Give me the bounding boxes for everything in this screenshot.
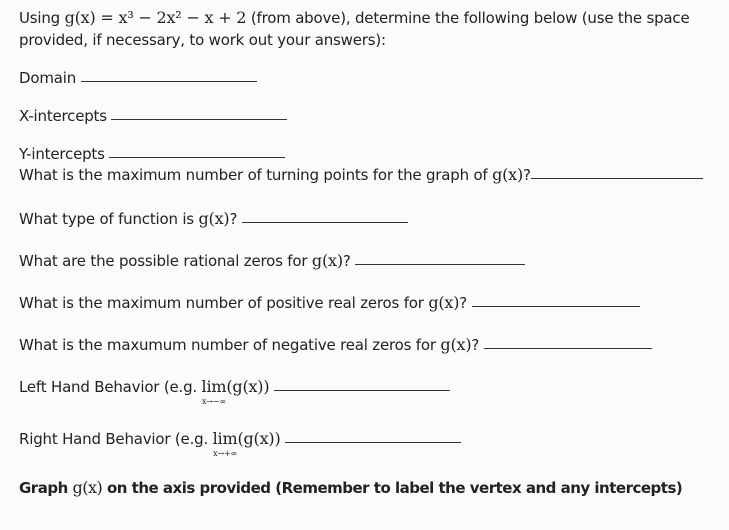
left-behavior-label: Left Hand Behavior (e.g.: [19, 378, 197, 396]
negative-zeros-label: What is the maxumum number of negative real zeros for: [19, 336, 436, 354]
question-mark: ?: [229, 210, 238, 228]
right-limit-subscript: x→+∞: [213, 449, 237, 458]
function-type-label: What type of function is: [19, 210, 194, 228]
question-mark: ?: [523, 166, 531, 184]
positive-zeros-answer-blank[interactable]: [472, 305, 640, 307]
x-intercepts-question: [19, 106, 287, 126]
function-type-answer-blank[interactable]: [242, 221, 408, 223]
right-behavior-answer-blank[interactable]: [285, 441, 461, 443]
x-intercepts-answer-blank[interactable]: [111, 118, 287, 120]
negative-zeros-answer-blank[interactable]: [484, 347, 652, 349]
left-limit-subscript: x→−∞: [202, 397, 226, 406]
graph-gx-symbol: g(x): [72, 478, 103, 497]
function-type-question: [19, 209, 408, 229]
y-intercepts-label: Y-intercepts: [19, 145, 105, 163]
turning-points-label: What is the maximum number of turning points for the graph of: [19, 166, 488, 184]
question-mark: ?: [342, 252, 351, 270]
lim-symbol: lim: [201, 377, 227, 396]
question-mark: ?: [459, 294, 468, 312]
graph-prefix: Graph: [19, 479, 68, 497]
left-behavior-question: [19, 377, 450, 406]
x-intercepts-label: X-intercepts: [19, 107, 107, 125]
intro-line-2: provided, if necessary, to work out your answers):: [19, 31, 386, 49]
gx-symbol: g(x): [198, 209, 230, 228]
negative-zeros-question: [19, 335, 652, 355]
y-intercepts-answer-blank[interactable]: [109, 156, 285, 158]
gx-symbol: g(x): [428, 293, 460, 312]
domain-answer-blank[interactable]: [81, 80, 257, 82]
right-behavior-label: Right Hand Behavior (e.g.: [19, 430, 209, 448]
function-definition: g(x) = x³ − 2x² − x + 2: [64, 8, 247, 27]
intro-prefix: Using: [19, 9, 65, 27]
rational-zeros-question: [19, 251, 525, 271]
domain-question: [19, 68, 257, 88]
domain-label: Domain: [19, 69, 77, 87]
graph-instruction: [19, 478, 682, 498]
question-mark: ?: [471, 336, 480, 354]
rational-zeros-answer-blank[interactable]: [355, 263, 525, 265]
lim-expression: (g(x)): [237, 429, 281, 448]
rational-zeros-label: What are the possible rational zeros for: [19, 252, 308, 270]
left-behavior-answer-blank[interactable]: [274, 389, 450, 391]
positive-zeros-question: [19, 293, 640, 313]
intro-suffix: (from above), determine the following below (use the space: [246, 9, 690, 27]
gx-symbol: g(x): [440, 335, 472, 354]
left-limit: [201, 377, 227, 406]
gx-symbol: g(x): [492, 165, 524, 184]
intro-line-1: [19, 8, 690, 28]
positive-zeros-label: What is the maximum number of positive real zeros for: [19, 294, 424, 312]
right-behavior-question: [19, 429, 461, 458]
turning-points-question: [19, 165, 703, 185]
lim-expression: (g(x)): [226, 377, 270, 396]
gx-symbol: g(x): [311, 251, 343, 270]
y-intercepts-question: [19, 144, 285, 164]
lim-symbol: lim: [212, 429, 238, 448]
right-limit: [212, 429, 238, 458]
turning-points-answer-blank[interactable]: [531, 177, 703, 179]
graph-suffix: on the axis provided (Remember to label the vertex and any intercepts): [106, 479, 683, 497]
